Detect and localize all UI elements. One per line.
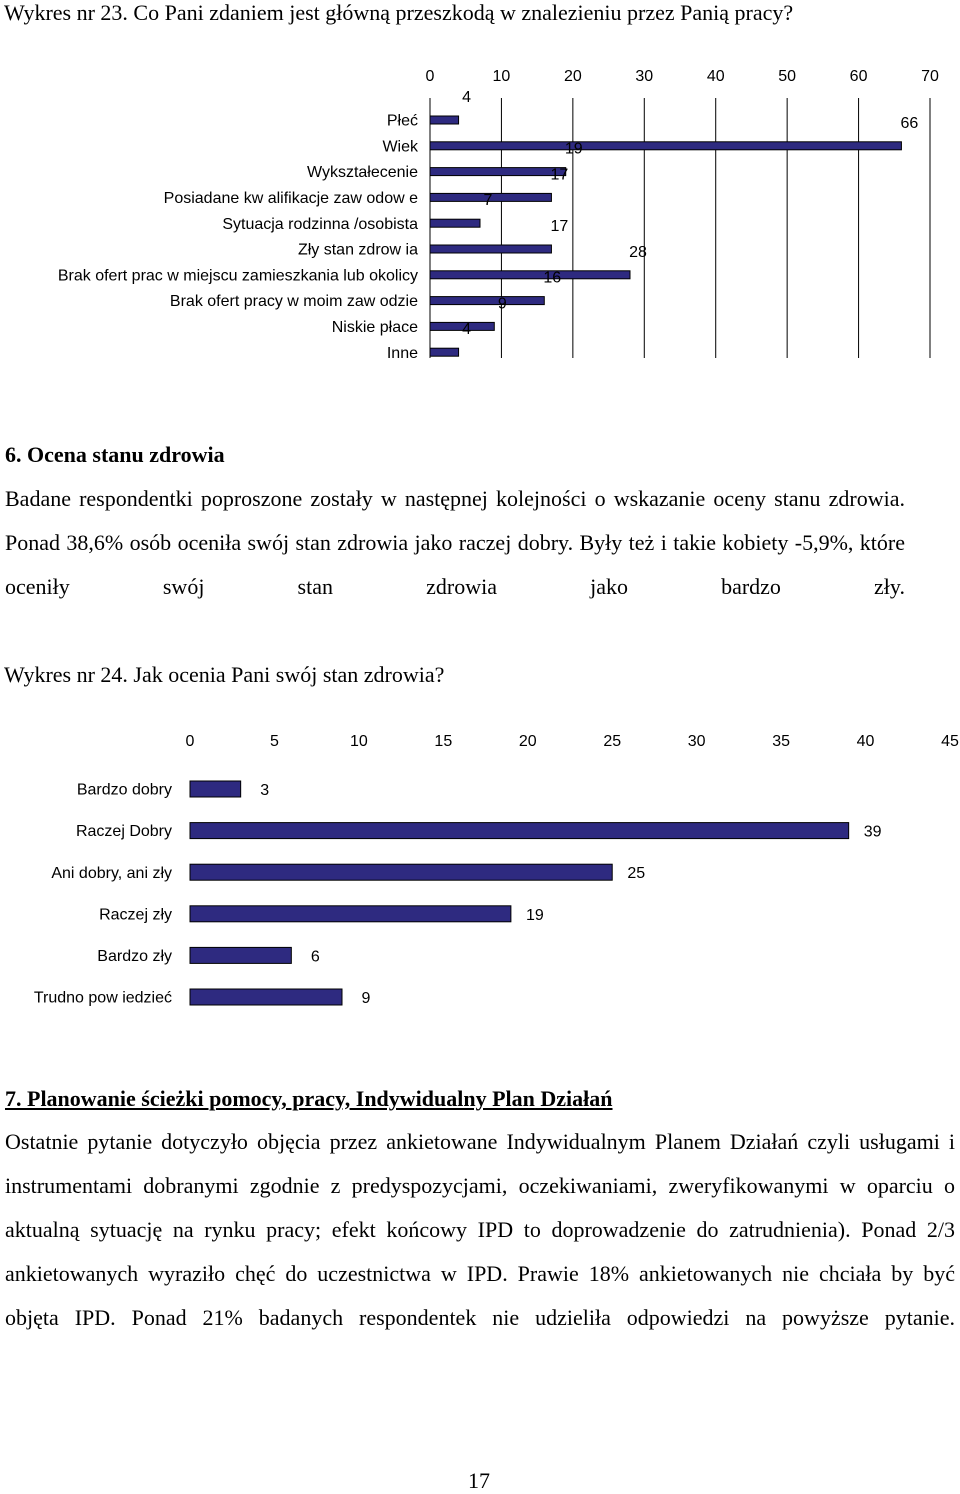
bar [190, 823, 849, 839]
category-label: Wykształecenie [306, 164, 418, 182]
tick-label: 0 [425, 68, 435, 85]
tick-label: 45 [941, 733, 959, 750]
category-label: Posiadane kw alifikacje zaw odow e [163, 190, 418, 207]
tick-label: 35 [772, 733, 791, 750]
bar [430, 219, 480, 227]
tick-label: 30 [687, 733, 706, 750]
chart-health-rating-svg [0, 722, 960, 1022]
tick-label: 0 [185, 733, 195, 750]
tick-label: 5 [269, 733, 279, 750]
section7-text: Ostatnie pytanie dotyczyło objęcia przez ankietowane Indywidualnym Planem Działań czyli usługami i instrumentami dobranymi zgodnie z predyspozycjami, oczekiwaniami, zweryfikowanymi w oparciu o aktualną sytuację na rynku pracy; efekt końcowy IPD to doprowadzenie do zatrudnienia). Ponad 2/3 ankietowanych wyraziło chęć do uczestnictwa w IPD. Prawie 18% ankietowanych nie chciała by być objęta IPD. Ponad 21% badanych respondentek nie udzieliła odpowiedzi na powyższe pytanie. [5, 1129, 955, 1330]
bar [430, 297, 544, 305]
category-label: Brak ofert pracy w moim zaw odzie [169, 293, 418, 311]
tick-label: 70 [921, 68, 939, 85]
section6-title: 6. Ocena stanu zdrowia [5, 442, 225, 467]
category-label: Ani dobry, ani zły [51, 864, 172, 882]
chart-obstacles [0, 58, 960, 368]
data-label: 39 [863, 823, 882, 841]
data-label: 19 [564, 140, 583, 158]
data-label: 4 [462, 89, 472, 106]
bar [430, 245, 551, 253]
data-label: 17 [550, 218, 569, 235]
chart-obstacles-svg [0, 58, 960, 368]
data-label: 4 [462, 321, 472, 339]
tick-label: 30 [635, 68, 654, 85]
data-label: 6 [310, 948, 320, 966]
section6-text: Badane respondentki poproszone zostały w następnej kolejności o wskazanie oceny stanu zdrowia. Ponad 38,6% osób oceniła swój stan zdrowia jako raczej dobry. Były też i takie kobiety -5,9%, które oceniły swój stan zdrowia jako bardzo zły. [5, 486, 905, 599]
bar [430, 142, 901, 150]
data-label: 19 [525, 906, 544, 924]
bar [430, 168, 566, 176]
tick-label: 50 [778, 68, 797, 85]
data-label: 16 [543, 269, 562, 287]
data-label: 17 [550, 166, 569, 184]
category-label: Bardzo dobry [76, 781, 172, 799]
tick-label: 60 [849, 68, 868, 85]
category-label: Raczej Dobry [75, 823, 172, 841]
tick-label: 20 [518, 733, 537, 750]
data-label: 9 [497, 295, 507, 313]
category-label: Trudno pow iedzieć [33, 989, 172, 1007]
data-label: 7 [483, 192, 493, 210]
category-label: Inne [386, 344, 418, 362]
bar [190, 947, 291, 963]
category-label: Brak ofert prac w miejscu zamieszkania lub okolicy [57, 267, 418, 285]
bar [430, 116, 459, 124]
category-label: Sytuacja rodzinna /osobista [222, 215, 418, 233]
category-label: Niskie płace [331, 319, 418, 336]
chart-health-rating [0, 722, 960, 1022]
bar [430, 271, 630, 279]
section7-title: 7. Planowanie ścieżki pomocy, pracy, Indywidualny Plan Działań [5, 1086, 613, 1111]
section7-paragraph [5, 1120, 955, 1340]
data-label: 66 [900, 114, 919, 132]
data-label: 9 [361, 990, 371, 1007]
bar [190, 906, 511, 922]
tick-label: 20 [563, 68, 582, 85]
category-label: Zły stan zdrow ia [297, 241, 418, 259]
tick-label: 15 [434, 733, 453, 750]
bar [430, 348, 459, 356]
category-label: Płeć [386, 112, 418, 130]
data-label: 28 [629, 243, 647, 261]
page-number: 17 [468, 1468, 490, 1493]
data-label: 3 [260, 782, 270, 799]
data-label: 25 [627, 865, 646, 883]
tick-label: 10 [349, 733, 368, 750]
chart1-title: Wykres nr 23. Co Pani zdaniem jest główną przeszkodą w znalezieniu przez Panią pracy? [4, 0, 794, 25]
category-label: Bardzo zły [97, 948, 172, 965]
category-label: Raczej zły [99, 906, 172, 924]
chart2-title: Wykres nr 24. Jak ocenia Pani swój stan zdrowia? [4, 662, 445, 687]
tick-label: 10 [492, 68, 511, 85]
tick-label: 25 [603, 733, 622, 750]
category-label: Wiek [382, 138, 418, 156]
bar [190, 781, 241, 797]
bar [190, 989, 342, 1005]
bar [190, 864, 612, 880]
tick-label: 40 [706, 68, 725, 85]
tick-label: 40 [856, 733, 875, 750]
section6-paragraph [5, 477, 905, 609]
